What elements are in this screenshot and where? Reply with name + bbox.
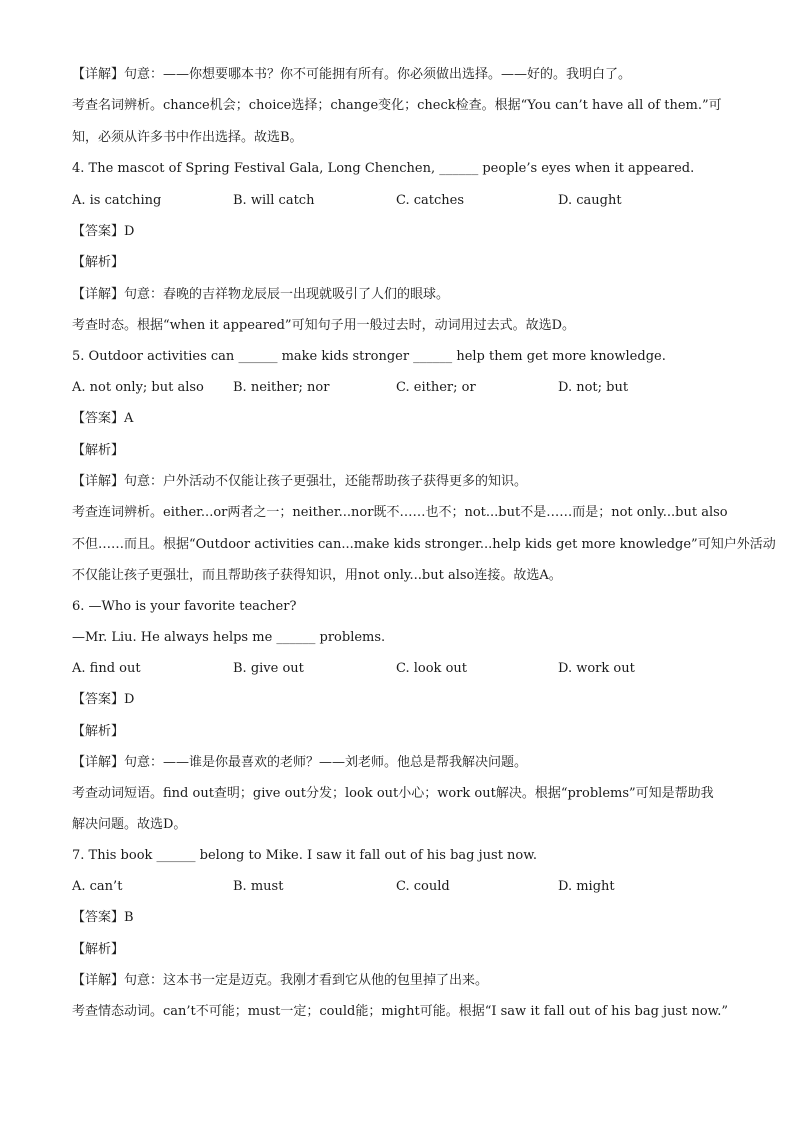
text-line: 【详解】句意：——你想要哪本书？你不可能拥有所有。你必须做出选择。——好的。我明白了。: [72, 67, 632, 82]
text-line: —Mr. Liu. He always helps me ______ problems.: [72, 630, 386, 645]
text-line: 【详解】句意：春晚的吉祥物龙辰辰一出现就吸引了人们的眼球。: [72, 287, 450, 302]
option-a: A. not only; but also: [72, 380, 204, 395]
option-d: D. might: [558, 879, 615, 894]
analysis-label: 【解析】: [72, 942, 125, 957]
option-a: A. find out: [72, 661, 141, 676]
option-c: C. could: [396, 879, 450, 894]
option-a: A. can’t: [72, 879, 123, 894]
text-line: 知，必须从许多书中作出选择。故选B。: [72, 130, 303, 145]
option-d: D. work out: [558, 661, 635, 676]
option-c: C. catches: [396, 193, 465, 208]
answer-label: 【答案】D: [72, 224, 135, 239]
text-line: 【详解】句意：这本书一定是迈克。我刚才看到它从他的包里掉了出来。: [72, 973, 489, 988]
option-d: D. not; but: [558, 380, 629, 395]
option-b: B. must: [233, 879, 284, 894]
text-line: 【详解】句意：——谁是你最喜欢的老师？——刘老师。他总是帮我解决问题。: [72, 755, 528, 770]
question-6: 6. —Who is your favorite teacher?: [72, 599, 297, 614]
option-b: B. neither; nor: [233, 380, 330, 395]
analysis-label: 【解析】: [72, 443, 125, 458]
text-line: 不但……而且。根据“Outdoor activities can...make kids stronger...help kids get more knowledge”可知户外活动: [72, 537, 776, 552]
text-line: 【详解】句意：户外活动不仅能让孩子更强壮，还能帮助孩子获得更多的知识。: [72, 474, 528, 489]
answer-label: 【答案】A: [72, 411, 134, 426]
answer-label: 【答案】B: [72, 910, 134, 925]
analysis-label: 【解析】: [72, 724, 125, 739]
text-line: 考查动词短语。find out查明；give out分发；look out小心；work out解决。根据“problems”可知是帮助我: [72, 786, 714, 801]
option-d: D. caught: [558, 193, 622, 208]
answer-label: 【答案】D: [72, 692, 135, 707]
text-line: 考查名词辨析。chance机会；choice选择；change变化；check检查。根据“You can’t have all of them.”可: [72, 98, 722, 113]
option-b: B. will catch: [233, 193, 315, 208]
option-b: B. give out: [233, 661, 304, 676]
option-c: C. look out: [396, 661, 467, 676]
text-line: 考查情态动词。can’t不可能；must一定；could能；might可能。根据“I saw it fall out of his bag just now.”: [72, 1004, 729, 1019]
text-line: 考查连词辨析。either...or两者之一；neither...nor既不……也不；not...but不是……而是；not only...but also: [72, 505, 728, 520]
text-line: 考查时态。根据“when it appeared”可知句子用一般过去时，动词用过去式。故选D。: [72, 318, 575, 333]
question-7: 7. This book ______ belong to Mike. I saw it fall out of his bag just now.: [72, 848, 537, 863]
text-line: 不仅能让孩子更强壮，而且帮助孩子获得知识，用not only...but also连接。故选A。: [72, 568, 562, 583]
option-a: A. is catching: [72, 193, 162, 208]
question-4: 4. The mascot of Spring Festival Gala, Long Chenchen, ______ people’s eyes when it appeared.: [72, 161, 695, 176]
analysis-label: 【解析】: [72, 255, 125, 270]
text-line: 解决问题。故选D。: [72, 817, 187, 832]
option-c: C. either; or: [396, 380, 476, 395]
question-5: 5. Outdoor activities can ______ make kids stronger ______ help them get more knowledge.: [72, 349, 666, 364]
